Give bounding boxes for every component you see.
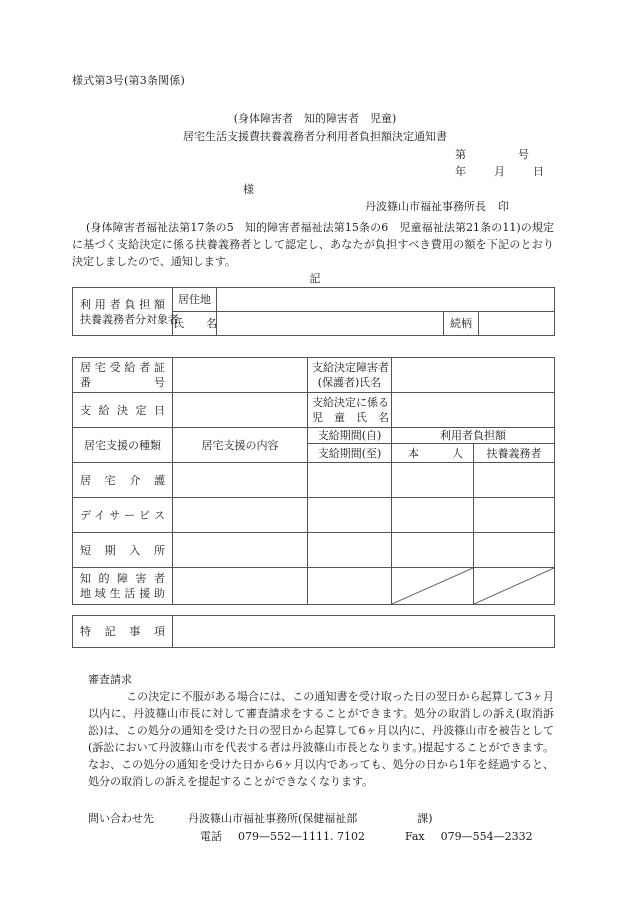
contact-label: 問い合わせ先 bbox=[88, 812, 154, 825]
header-burden-self-text: 本 人 bbox=[408, 446, 463, 460]
service-content-value[interactable] bbox=[173, 498, 308, 533]
table-row bbox=[73, 358, 555, 393]
service-period-value[interactable] bbox=[308, 463, 392, 498]
recipient-name-label-line1: 支給決定障害者 bbox=[312, 361, 389, 374]
cert-number-boxes[interactable] bbox=[173, 358, 308, 393]
person-table-row-label bbox=[73, 288, 179, 336]
person-label-line2: 扶養義務者分対象者 bbox=[80, 312, 179, 326]
child-name-label-line2: 児 童 氏 名 bbox=[312, 411, 389, 424]
main-benefit-table bbox=[72, 357, 555, 605]
header-burden-self bbox=[392, 444, 474, 463]
service-type-home-care bbox=[73, 463, 173, 498]
body-paragraph-text: (身体障害者福祉法第17条の5 知的障害者福祉法第15条の6 児童福祉法第21条の11)の規定に基づく支給決定に係る扶養義務者として認定し、あなたが負担すべき費用の額を下記のとおり決定しましたので、通知します。 bbox=[72, 221, 554, 268]
special-notes-table bbox=[72, 615, 555, 648]
issuer-line bbox=[365, 198, 509, 214]
diagonal-strike-icon bbox=[474, 568, 554, 604]
person-table bbox=[72, 287, 555, 336]
service-content-value[interactable] bbox=[173, 533, 308, 568]
table-row bbox=[73, 498, 555, 533]
decision-date-value[interactable] bbox=[173, 393, 308, 428]
fax-number: 079—554—2332 bbox=[440, 830, 533, 843]
table-row bbox=[73, 568, 555, 605]
table-row bbox=[73, 393, 555, 428]
table-row bbox=[73, 533, 555, 568]
service-burden-self-value[interactable] bbox=[392, 533, 474, 568]
cert-number-label-line2: 番 号 bbox=[80, 376, 165, 389]
document-number-prefix: 第 bbox=[455, 148, 466, 161]
service-type-label-line1: 知 的 障 害 者 bbox=[80, 572, 165, 585]
relation-label: 続柄 bbox=[444, 312, 479, 336]
addressee-honorific: 様 bbox=[243, 183, 254, 196]
appeal-text bbox=[88, 688, 554, 790]
header-user-burden: 利用者負担額 bbox=[392, 428, 555, 444]
contact-office-line bbox=[88, 810, 433, 826]
recipient-name-label-line2: (保護者)氏名 bbox=[317, 376, 382, 389]
header-period-to: 支給期間(至) bbox=[308, 444, 392, 463]
contact-office: 丹波篠山市福祉事務所(保健福祉部 bbox=[188, 812, 358, 825]
date-month-label: 月 bbox=[494, 165, 505, 178]
cert-number-label bbox=[73, 358, 173, 393]
service-content-value[interactable] bbox=[173, 463, 308, 498]
fax-label: Fax bbox=[404, 830, 425, 843]
phone-label: 電話 bbox=[200, 830, 222, 843]
service-type-label: 居 宅 介 護 bbox=[80, 473, 165, 487]
child-name-label-line1: 支給決定に係る bbox=[312, 396, 389, 409]
person-label-line1: 利 用 者 負 担 額 bbox=[80, 297, 165, 311]
table-header-row bbox=[73, 428, 555, 444]
service-content-value[interactable] bbox=[173, 568, 308, 605]
body-paragraph bbox=[72, 219, 554, 270]
issuer-name: 丹波篠山市福祉事務所長 bbox=[365, 200, 486, 213]
service-burden-self-disabled bbox=[392, 568, 474, 605]
service-burden-self-value[interactable] bbox=[392, 463, 474, 498]
document-number-suffix: 号 bbox=[518, 148, 529, 161]
service-type-label-line2: 地域生活援助 bbox=[80, 587, 165, 600]
service-burden-supporter-value[interactable] bbox=[474, 463, 555, 498]
child-name-value[interactable] bbox=[392, 393, 555, 428]
contact-department-suffix: 課) bbox=[417, 812, 433, 825]
special-notes-label-text: 特 記 事 項 bbox=[80, 625, 165, 638]
child-name-label bbox=[308, 393, 392, 428]
table-row bbox=[73, 616, 555, 648]
diagonal-strike-icon bbox=[392, 568, 473, 604]
service-type-short-stay bbox=[73, 533, 173, 568]
ki-marker: 記 bbox=[309, 272, 321, 285]
service-type-label: デイサービス bbox=[80, 508, 165, 522]
phone-number: 079—552—1111. 7102 bbox=[238, 830, 365, 843]
decision-date-label-text: 支 給 決 定 日 bbox=[80, 403, 165, 417]
service-burden-supporter-value[interactable] bbox=[474, 498, 555, 533]
header-service-type: 居宅支援の種類 bbox=[73, 428, 173, 463]
appeal-heading: 審査請求 bbox=[88, 673, 132, 686]
table-row bbox=[73, 463, 555, 498]
name-label: 氏 名 bbox=[173, 312, 217, 336]
recipient-name-label bbox=[308, 358, 392, 393]
header-service-content: 居宅支援の内容 bbox=[173, 428, 308, 463]
special-notes-label bbox=[73, 616, 173, 648]
appeal-text-content: この決定に不服がある場合には、この通知書を受け取った日の翌日から起算して3ヶ月以内に、丹波篠山市長に対して審査請求をすることができます。処分の取消しの訴え(取消訴訟)は、この処分の通知を受けた日の翌日から起算して6ヶ月以内に、丹波篠山市を被告として(訴訟において丹波篠山市を代表する者は丹波篠山市長となります。)提起することができます。なお、この処分の通知を受けた日から6ヶ月以内であっても、処分の日から1年を経過すると、処分の取消しの訴えを提起することができなくなります。 bbox=[88, 690, 554, 788]
seal-mark: 印 bbox=[498, 200, 509, 213]
document-number-line bbox=[455, 146, 565, 162]
page-title: 居宅生活支援費扶養義務者分利用者負担額決定通知書 bbox=[183, 130, 447, 143]
service-period-value[interactable] bbox=[308, 568, 392, 605]
table-row bbox=[73, 288, 555, 312]
relation-value[interactable] bbox=[479, 312, 555, 336]
service-type-label: 短 期 入 所 bbox=[80, 543, 165, 557]
service-burden-supporter-value[interactable] bbox=[474, 533, 555, 568]
form-number: 様式第3号(第3条関係) bbox=[72, 74, 185, 87]
residence-value[interactable] bbox=[217, 288, 555, 312]
service-type-group-home bbox=[73, 568, 173, 605]
name-value[interactable] bbox=[217, 312, 444, 336]
residence-label: 居住地 bbox=[173, 288, 217, 312]
cert-number-label-line1: 居宅受給者証 bbox=[80, 361, 165, 374]
header-burden-supporter: 扶養義務者 bbox=[474, 444, 555, 463]
date-day-label: 日 bbox=[533, 165, 544, 178]
service-period-value[interactable] bbox=[308, 533, 392, 568]
issue-date-line bbox=[455, 163, 565, 179]
service-burden-supporter-disabled bbox=[474, 568, 555, 605]
header-period-from: 支給期間(自) bbox=[308, 428, 392, 444]
service-type-day-service bbox=[73, 498, 173, 533]
special-notes-value[interactable] bbox=[173, 616, 555, 648]
service-burden-self-value[interactable] bbox=[392, 498, 474, 533]
decision-date-label bbox=[73, 393, 173, 428]
service-period-value[interactable] bbox=[308, 498, 392, 533]
date-year-label: 年 bbox=[455, 165, 466, 178]
contact-phone-line bbox=[200, 828, 533, 844]
recipient-name-value[interactable] bbox=[392, 358, 555, 393]
title-subheading: (身体障害者 知的障害者 児童) bbox=[233, 112, 397, 125]
